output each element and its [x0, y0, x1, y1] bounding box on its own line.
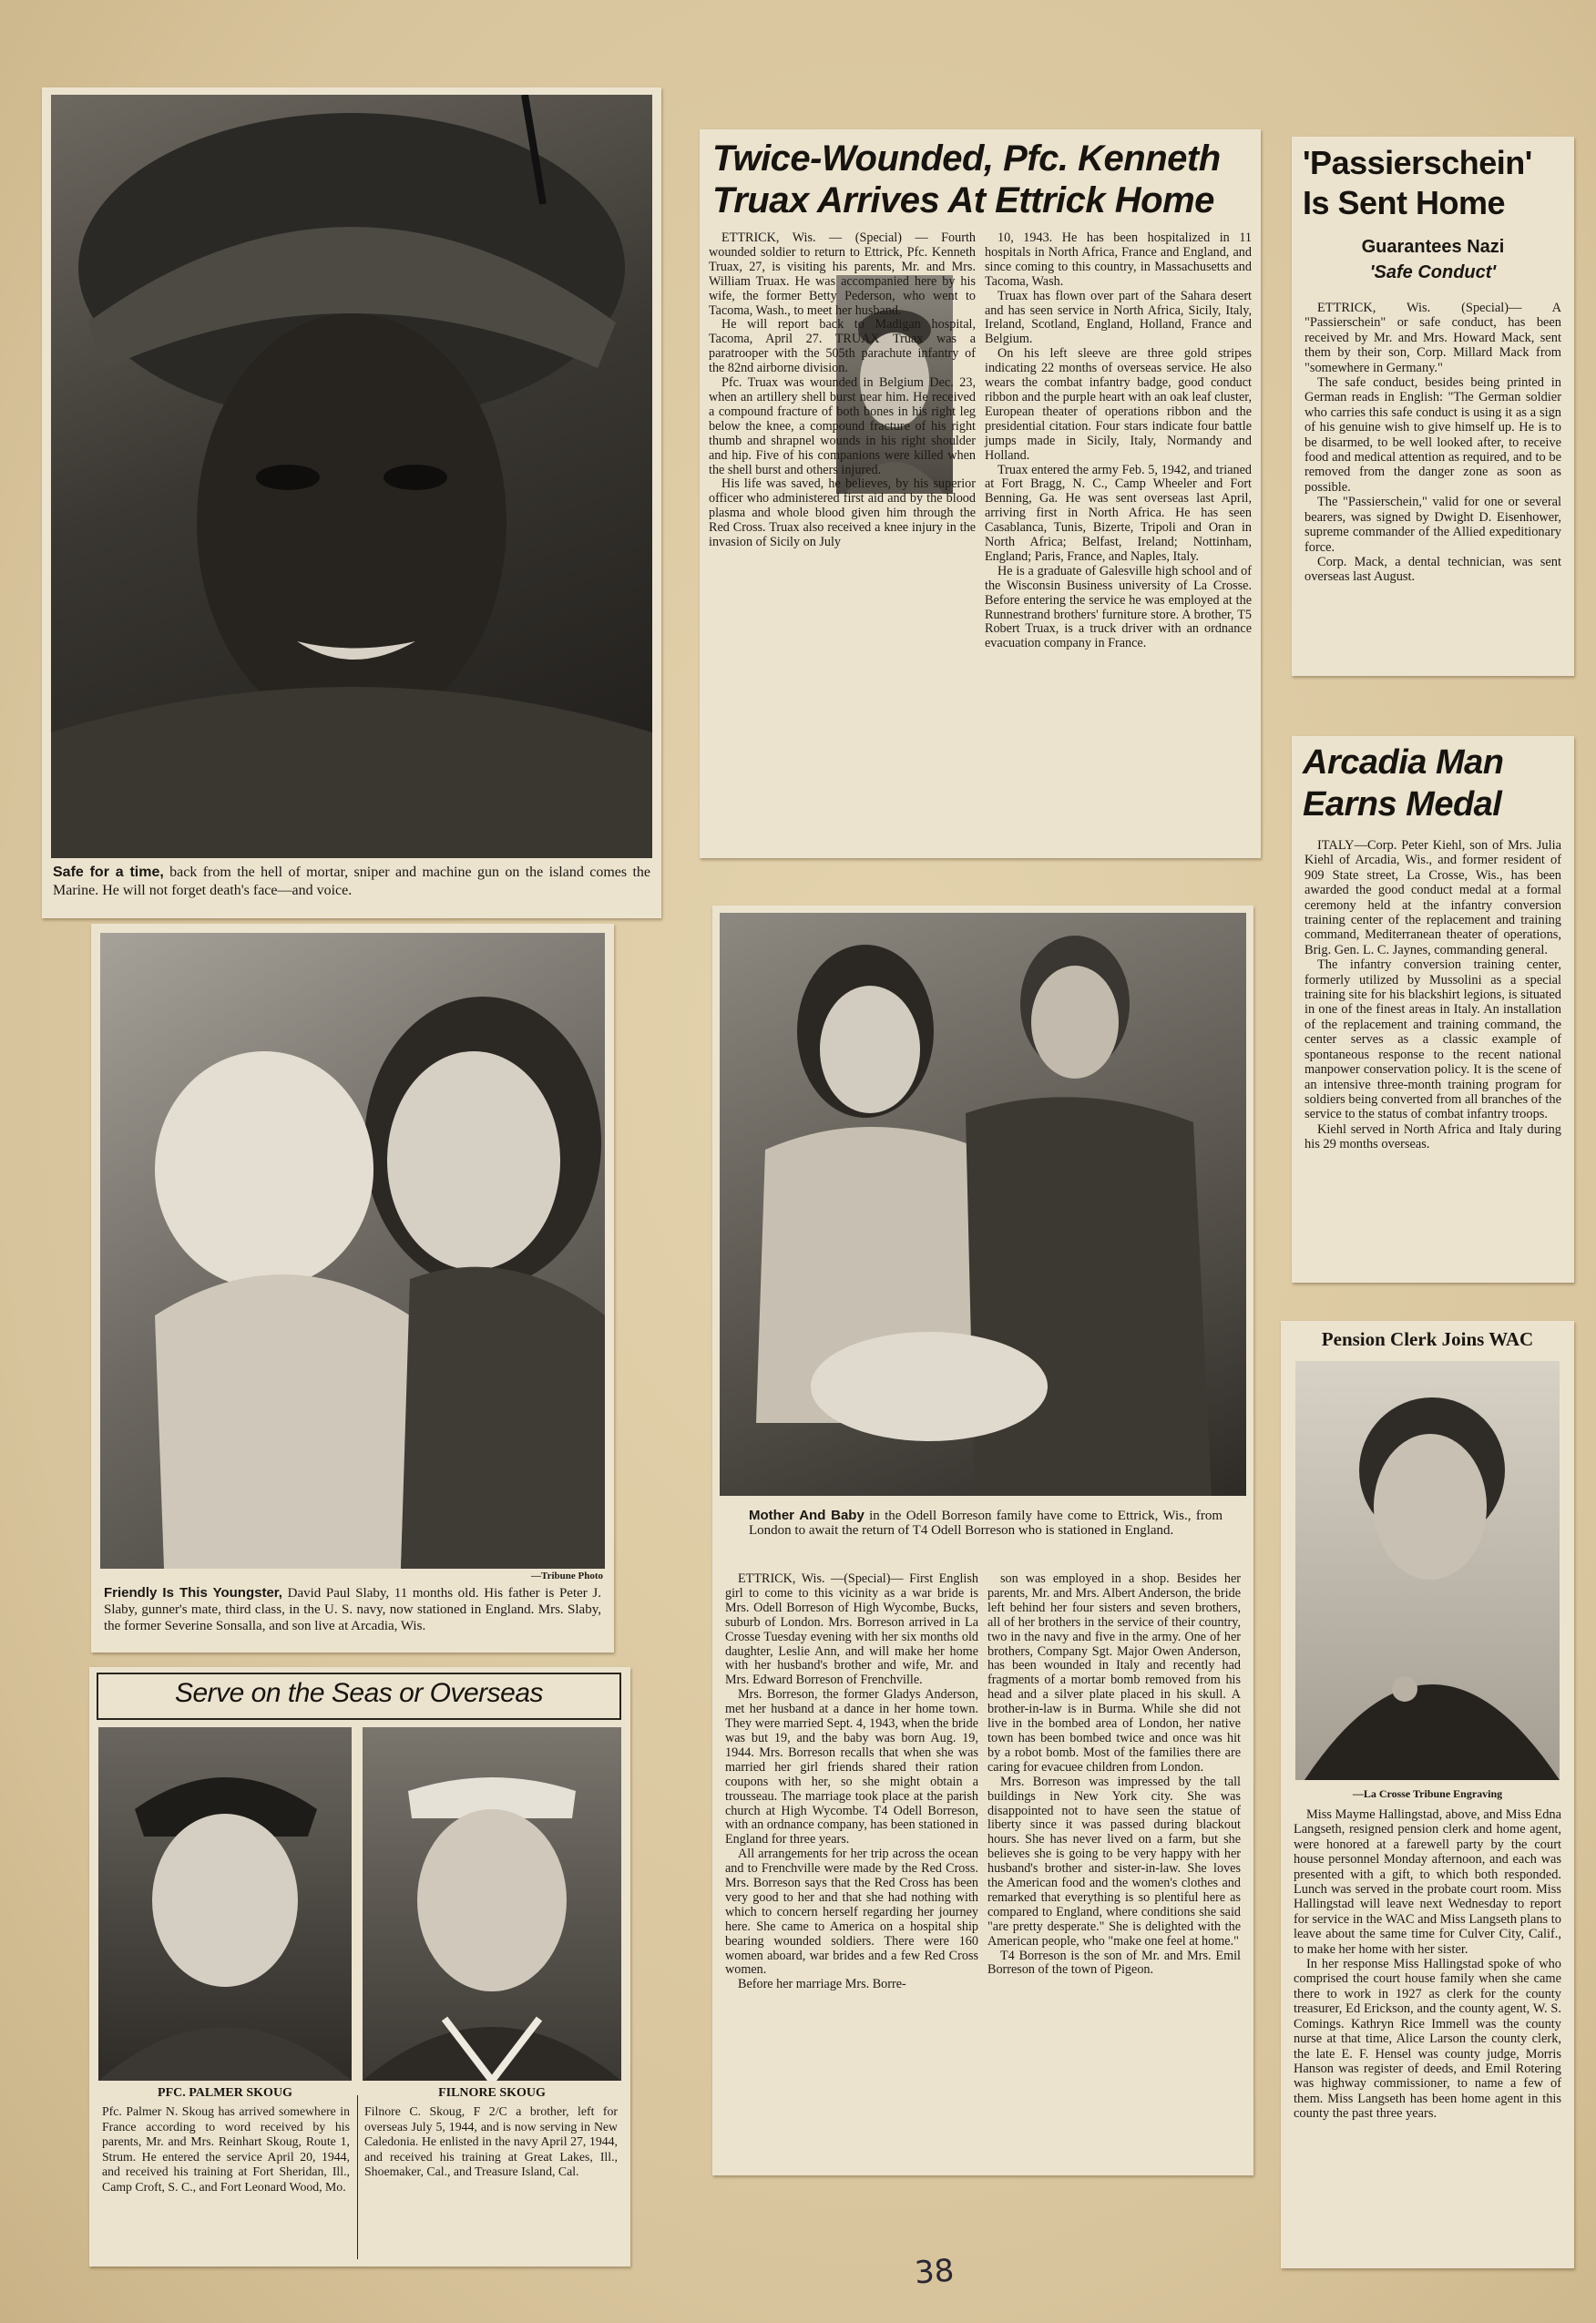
pension-headline: Pension Clerk Joins WAC: [1321, 1328, 1534, 1350]
borreson-paragraph: ETTRICK, Wis. —(Special)— First English girl to come to this vicinity as a war bride is Mrs. Odell Borreson of High Wycombe, Bucks, suburb of London. Mrs. Borreson arrived in La Crosse Tuesday evening with her six months old daughter, Leslie Ann, and will make her home with her husband's brother and wife, Mr. and Mrs. Edward Borreson of Frenchville.: [725, 1571, 978, 1688]
slaby-credit: —Tribune Photo: [531, 1571, 603, 1581]
hallingstad-portrait: [1295, 1361, 1560, 1780]
passierschein-sub-2: 'Safe Conduct': [1369, 262, 1497, 282]
truax-paragraph: Truax entered the army Feb. 5, 1942, and trianed at Fort Bragg, N. C., Camp Wheeler and Fort Benning, Ga. He was sent overseas last April, arriving first in North Africa. He has seen Casablanca, Tunis, Bizerte, Tripoli and Oran in North Africa; Belfast, Ireland; Nottinham, England; Paris, France, and Naples, Italy.: [985, 462, 1252, 564]
slaby-clipping: [91, 924, 614, 1653]
pension-body: [1294, 1807, 1561, 2122]
arcadia-body: [1304, 838, 1561, 1152]
arcadia-article: [1292, 736, 1574, 1283]
borreson-col-1: [725, 1572, 978, 2164]
skoug-headline: Serve on the Seas or Overseas: [174, 1678, 544, 1708]
truax-paragraph: On his left sleeve are three gold stripes indicating 22 months of overseas service. He also wears the combat infantry badge, good conduct ribbon and the purple heart with an oak leaf cluster, European theater of operations ribbon and the presidential citation. Four stars indicate four battle jumps made in Sicily, Italy, Normandy and Holland.: [985, 346, 1252, 463]
borreson-paragraph: All arrangements for her trip across the ocean and to Frenchville were made by the Red Cross. Mrs. Borreson says that the Red Cross has been very good to her and that she had nothing with which to concern herself regarding her journey here. She came to America on a hospital ship bearing wounded soldiers. There were 160 women aboard, war brides and a few Red Cross women.: [725, 1847, 978, 1978]
passierschein-paragraph: The safe conduct, besides being printed in German reads in English: "The German soldier who carries this safe conduct is using it as a sign of his genuine wish to give himself up. He is to be disarmed, to be well looked after, to receive food and medical attention as required, and to be removed from the danger zone as soon as possible.: [1304, 375, 1561, 495]
passierschein-headline-2: Is Sent Home: [1303, 184, 1506, 221]
borreson-columns: [725, 1572, 1241, 2164]
filnore-skoug-text: Filnore C. Skoug, F 2/C a brother, left for overseas July 5, 1944, and is now serving in New Caledonia. He enlisted in the navy April 27, 1944, and received his training at Great Lakes, Ill., Shoemaker, Cal., and Treasure Island, Cal.: [364, 2104, 618, 2178]
skoug-article: [89, 1667, 630, 2267]
truax-col-1: [709, 231, 976, 851]
palmer-skoug-text: Pfc. Palmer N. Skoug has arrived somewhere in France according to word received by his parents, Mr. and Mrs. Reinhart Skoug, Route 1, Strum. He entered the service April 20, 1944, and received his training at Fort Sheridan, Ill., Camp Croft, S. C., and Fort Leonard Wood, Mo.: [102, 2104, 350, 2194]
marine-clipping: [42, 87, 661, 918]
truax-headline-2: Truax Arrives At Ettrick Home: [712, 180, 1214, 220]
truax-paragraph: He will report back to Madigan hospital, Tacoma, April 27. TRUAX Truax was a paratrooper with the 505th parachute infantry of the 82nd airborne division.: [709, 317, 976, 376]
filnore-skoug-name: FILNORE SKOUG: [438, 2086, 546, 2100]
borreson-paragraph: Mrs. Borreson was impressed by the tall buildings in New York city. She was disappointed not to have seen the statue of liberty since it was passed during blackout hours. She has never lived on a farm, but she believes she is going to be very happy with her husband's brother and sister-in-law. She loves the American food and the women's clothes and remarked that everything is so plentiful here as compared to England, where conditions she said "are pretty desperate." She is delighted with the American people, who "make one feel at home.": [987, 1774, 1241, 1949]
truax-columns: [709, 231, 1252, 851]
passierschein-body: [1304, 301, 1561, 585]
arcadia-paragraph: The infantry conversion training center, formerly utilized by Mussolini as a special training site for his blackshirt legions, is situated in one of the finest areas in Italy. An installation of the replacement and training command, the center serves as a classic example of spontaneous response to the recent national manpower conservation policy. It is the scene of an intensive three-month training program for soldiers being converted from all branches of the service to the status of combat infantry troops.: [1304, 957, 1561, 1122]
passierschein-paragraph: ETTRICK, Wis. (Special)— A "Passierschein" or safe conduct, has been received by Mr. and Mrs. Howard Mack, sent them by their son, Corp. Millard Mack from "somewhere in Germany.": [1304, 301, 1561, 375]
truax-paragraph: 10, 1943. He has been hospitalized in 11 hospitals in North Africa, France and England, and since coming to this country, in Massachusetts and Tacoma, Wash.: [985, 230, 1252, 289]
passierschein-sub-1: Guarantees Nazi: [1361, 237, 1505, 257]
truax-article: [700, 129, 1261, 858]
borreson-col-2: [987, 1572, 1241, 2164]
pension-article: [1281, 1321, 1574, 2268]
borreson-caption: Mother And Baby in the Odell Borreson family have come to Ettrick, Wis., from London to await the return of T4 Odell Borreson who is stationed in England.: [749, 1508, 1223, 1538]
passierschein-headline-1: 'Passierschein': [1303, 144, 1532, 181]
pension-paragraph: Miss Mayme Hallingstad, above, and Miss Edna Langseth, resigned pension clerk and home agent, were honored at a farewell party by the court house personnel Monday afternoon, and each was presented with a gift, to which both responded. Lunch was served in the probate court room. Miss Hallingstad will leave next Wednesday to report for service in the WAC and Miss Langseth plans to leave about the same time for Culver City, Calif., to make her home with her sister.: [1294, 1807, 1561, 1957]
truax-paragraph: His life was saved, he believes, by his superior officer who administered first aid and by the blood plasma and whole blood given him through the Red Cross. Truax also received a knee injury in the invasion of Sicily on July: [709, 476, 976, 550]
borreson-article: [712, 906, 1253, 2175]
arcadia-headline-1: Arcadia Man: [1303, 743, 1504, 782]
slaby-caption: Friendly Is This Youngster, David Paul Slaby, 11 months old. His father is Peter J. Slaby, gunner's mate, third class, in the U. S. navy, now stationed in England. Mrs. Slaby, the former Severine Sonsalla, and son live at Arcadia, Wis.: [104, 1585, 601, 1633]
pension-paragraph: In her response Miss Hallingstad spoke of who comprised the court house family when she came there to work in 1927 as clerk for the county treasurer, Ed Erickson, and the county agent, W. S. Comings. Kathryn Rice Immell was the county nurse at that time, Alice Larson the county clerk, the late E. F. Hensel was county judge, Morris Hanson was register of deeds, and Emil Rotering was highway commissioner, to name a few of them. Miss Langseth has been home agent in this county the past three years.: [1294, 1957, 1561, 2122]
truax-paragraph: Pfc. Truax was wounded in Belgium Dec. 23, when an artillery shell burst near him. He received a compound fracture of both bones in his right leg below the knee, a compound fracture of his right thumb and shrapnel wounds in his right shoulder and hip. Five of his companions were killed when the shell burst and others injured.: [709, 375, 976, 477]
page-number: 38: [913, 2252, 956, 2292]
truax-paragraph: He is a graduate of Galesville high school and of the Wisconsin Business university of La Crosse. Before entering the service he was employed at the Runnestrand brothers' furniture store. A brother, T5 Robert Truax, is a truck driver with an ordnance evacuation company in France.: [985, 563, 1252, 651]
borreson-paragraph: T4 Borreson is the son of Mr. and Mrs. Emil Borreson of the town of Pigeon.: [987, 1948, 1241, 1978]
pension-credit: —La Crosse Tribune Engraving: [1352, 1787, 1503, 1800]
palmer-skoug-photo: [98, 1727, 352, 2081]
arcadia-paragraph: ITALY—Corp. Peter Kiehl, son of Mrs. Julia Kiehl of Arcadia, Wis., and former resident of 909 State street, La Crosse, Wis., has been awarded the good conduct medal at a formal ceremony held at the infantry conversion training center of the replacement and training command, Mediterranean theater of operations, Brig. Gen. L. C. Jaynes, commanding general.: [1304, 838, 1561, 957]
borreson-paragraph: Before her marriage Mrs. Borre-: [738, 1977, 906, 1992]
skoug-divider: [357, 2095, 358, 2259]
truax-col-2: [985, 231, 1252, 851]
passierschein-paragraph: Corp. Mack, a dental technician, was sent overseas last August.: [1304, 554, 1561, 585]
passierschein-article: [1292, 137, 1574, 676]
passierschein-paragraph: The "Passierschein," valid for one or several bearers, was signed by Dwight D. Eisenhower, supreme commander of the Allied expeditionary force.: [1304, 495, 1561, 555]
slaby-photo: [100, 933, 605, 1569]
truax-paragraph: Truax has flown over part of the Sahara desert and has seen service in North Africa, Sicily, Italy, Ireland, Scotland, England, Holland, France and Belgium.: [985, 288, 1252, 347]
truax-headline-1: Twice-Wounded, Pfc. Kenneth: [712, 138, 1221, 179]
marine-caption: Safe for a time, back from the hell of mortar, sniper and machine gun on the island comes the Marine. He will not forget death's face—and voice.: [53, 865, 651, 898]
borreson-paragraph: son was employed in a shop. Besides her parents, Mr. and Mrs. Albert Anderson, the bride left behind her four sisters and seven brothers, all of her brothers in the service of their country, two in the navy and five in the army. One of her brothers, Company Sgt. Major Owen Anderson, has been wounded in Italy and recently had fragments of a mortar bomb removed from his head and a silver plate placed in his skull. A brother-in-law is in Burma. While she did not live in the bombed area of London, her native town has been bombed twice and once was hit by a robot bomb. Most of the families there are caring for evacuee children from London.: [987, 1571, 1241, 1775]
borreson-photo: [720, 913, 1246, 1496]
marine-photo: [51, 95, 652, 858]
truax-paragraph: ETTRICK, Wis. — (Special) — Fourth wounded soldier to return to Ettrick, Pfc. Kenneth Truax, 27, is visiting his parents, Mr. and Mrs. William Truax. He was accompanied here by his wife, the former Betty Pederson, who went to Tacoma, Wash., to meet her husband.: [709, 230, 976, 318]
borreson-paragraph: Mrs. Borreson, the former Gladys Anderson, met her husband at a dance in her home town. They were married Sept. 4, 1943, when the bride was but 19, and the baby was born Aug. 19, 1944. Mrs. Borreson recalls that when she was married her girl friends shared their ration coupons with her, so she might obtain a trousseau. The marriage took place at the parish church at High Wycombe. T4 Odell Borreson, with an ordnance company, has been stationed in England for three years.: [725, 1687, 979, 1847]
palmer-skoug-name: PFC. PALMER SKOUG: [158, 2086, 292, 2100]
arcadia-paragraph: Kiehl served in North Africa and Italy during his 29 months overseas.: [1304, 1121, 1561, 1152]
filnore-skoug-photo: [363, 1727, 621, 2081]
arcadia-headline-2: Earns Medal: [1303, 785, 1502, 824]
